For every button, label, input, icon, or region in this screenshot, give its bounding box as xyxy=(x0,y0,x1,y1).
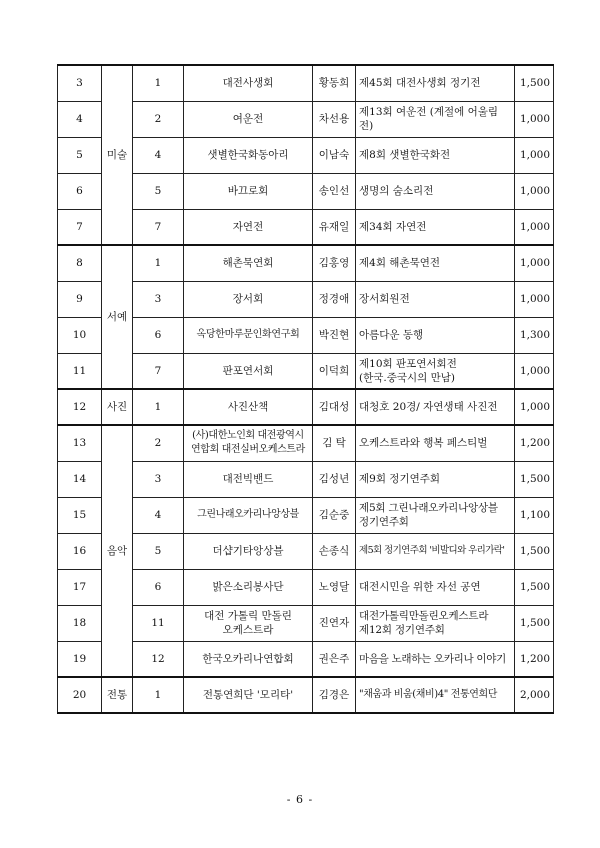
row-seq: 1 xyxy=(133,245,184,281)
org-name: 밝은소리봉사단 xyxy=(184,569,313,605)
representative: 정경애 xyxy=(313,281,356,317)
amount: 1,100 xyxy=(515,497,554,533)
page-number: - 6 - xyxy=(286,793,314,806)
amount: 2,000 xyxy=(515,677,554,713)
row-no: 4 xyxy=(58,101,102,137)
table-row xyxy=(58,137,554,173)
org-name: 대전빅밴드 xyxy=(184,461,313,497)
event-title xyxy=(356,353,515,389)
table-row xyxy=(58,461,554,497)
representative: 김 탁 xyxy=(313,425,356,461)
row-seq: 12 xyxy=(133,641,184,677)
org-name: 샛별한국화동아리 xyxy=(184,137,313,173)
representative: 이남숙 xyxy=(313,137,356,173)
amount: 1,500 xyxy=(515,461,554,497)
row-no: 3 xyxy=(58,65,102,101)
row-no: 20 xyxy=(58,677,102,713)
event-title: "채움과 비움(채비)4" 전통연희단 xyxy=(356,677,515,713)
table-row xyxy=(58,641,554,677)
amount: 1,500 xyxy=(515,569,554,605)
event-title: 생명의 숨소리전 xyxy=(356,173,515,209)
amount: 1,000 xyxy=(515,209,554,245)
amount: 1,000 xyxy=(515,353,554,389)
amount: 1,200 xyxy=(515,641,554,677)
amount: 1,000 xyxy=(515,173,554,209)
org-name: 여운전 xyxy=(184,101,313,137)
org-name: 전통연희단 '모리타' xyxy=(184,677,313,713)
amount: 1,000 xyxy=(515,245,554,281)
event-title: 오케스트라와 행복 페스티벌 xyxy=(356,425,515,461)
representative: 김대성 xyxy=(313,389,356,425)
table-row xyxy=(58,173,554,209)
table-row xyxy=(58,317,554,353)
representative: 박진현 xyxy=(313,317,356,353)
amount: 1,000 xyxy=(515,281,554,317)
row-seq: 7 xyxy=(133,209,184,245)
row-seq: 2 xyxy=(133,101,184,137)
row-no: 18 xyxy=(58,605,102,641)
event-title-line1: 제10회 판포연서회전 xyxy=(359,357,457,370)
row-seq: 3 xyxy=(133,461,184,497)
representative: 권은주 xyxy=(313,641,356,677)
row-seq: 11 xyxy=(133,605,184,641)
event-title: 제45회 대전사생회 정기전 xyxy=(356,65,515,101)
row-seq: 6 xyxy=(133,569,184,605)
row-seq: 4 xyxy=(133,497,184,533)
row-no: 14 xyxy=(58,461,102,497)
row-no: 9 xyxy=(58,281,102,317)
amount: 1,500 xyxy=(515,65,554,101)
table-row xyxy=(58,605,554,641)
event-title: 제5회 정기연주회 '비발디와 우리가락' xyxy=(356,533,515,569)
table-row xyxy=(58,569,554,605)
amount: 1,000 xyxy=(515,137,554,173)
row-seq: 1 xyxy=(133,65,184,101)
row-seq: 5 xyxy=(133,173,184,209)
org-name: 해촌묵연회 xyxy=(184,245,313,281)
event-title: 장서회원전 xyxy=(356,281,515,317)
representative: 유재일 xyxy=(313,209,356,245)
event-title: 제34회 자연전 xyxy=(356,209,515,245)
table-row xyxy=(58,65,554,101)
row-seq: 5 xyxy=(133,533,184,569)
representative: 송인선 xyxy=(313,173,356,209)
row-seq: 1 xyxy=(133,389,184,425)
row-seq: 7 xyxy=(133,353,184,389)
table-row xyxy=(58,209,554,245)
table-row xyxy=(58,497,554,533)
org-name-line1: (사)대한노인회 대전광역시 xyxy=(192,430,304,442)
representative: 손종식 xyxy=(313,533,356,569)
amount: 1,000 xyxy=(515,389,554,425)
row-no: 6 xyxy=(58,173,102,209)
representative: 김순중 xyxy=(313,497,356,533)
category-cell: 미술 xyxy=(102,65,133,245)
category-cell: 음악 xyxy=(102,425,133,677)
category-cell: 전통 xyxy=(102,677,133,713)
event-title: 제4회 해촌묵연전 xyxy=(356,245,515,281)
support-table xyxy=(57,64,554,714)
row-no: 7 xyxy=(58,209,102,245)
representative: 김성년 xyxy=(313,461,356,497)
org-name-line2: 연합회 대전실버오케스트라 xyxy=(191,444,305,456)
representative: 김홍영 xyxy=(313,245,356,281)
org-name: 더샵기타앙상블 xyxy=(184,533,313,569)
org-name xyxy=(184,425,313,461)
event-title: 대청호 20경/ 자연생태 사진전 xyxy=(356,389,515,425)
row-no: 16 xyxy=(58,533,102,569)
row-no: 12 xyxy=(58,389,102,425)
amount: 1,200 xyxy=(515,425,554,461)
event-title-line2: (한국.중국시의 만남) xyxy=(359,371,456,384)
amount: 1,500 xyxy=(515,605,554,641)
representative: 노영달 xyxy=(313,569,356,605)
table-row xyxy=(58,533,554,569)
table-row xyxy=(58,101,554,137)
row-no: 17 xyxy=(58,569,102,605)
org-name: 판포연서회 xyxy=(184,353,313,389)
org-name-line2: 오케스트라 xyxy=(222,624,274,636)
row-no: 15 xyxy=(58,497,102,533)
event-title: 제8회 샛별한국화전 xyxy=(356,137,515,173)
row-no: 5 xyxy=(58,137,102,173)
row-no: 8 xyxy=(58,245,102,281)
representative: 김경은 xyxy=(313,677,356,713)
amount: 1,500 xyxy=(515,533,554,569)
org-name: 장서회 xyxy=(184,281,313,317)
representative: 진연자 xyxy=(313,605,356,641)
row-no: 10 xyxy=(58,317,102,353)
event-title: 제13회 여운전 (계절에 어울림전) xyxy=(356,101,515,137)
representative: 황동희 xyxy=(313,65,356,101)
org-name: 바끄로회 xyxy=(184,173,313,209)
org-name xyxy=(184,605,313,641)
category-cell: 서예 xyxy=(102,245,133,389)
representative: 차선용 xyxy=(313,101,356,137)
row-no: 11 xyxy=(58,353,102,389)
org-name: 자연전 xyxy=(184,209,313,245)
row-no: 19 xyxy=(58,641,102,677)
event-title xyxy=(356,497,515,533)
event-title: 마음을 노래하는 오카리나 이야기 xyxy=(356,641,515,677)
table-row xyxy=(58,281,554,317)
table-row xyxy=(58,353,554,389)
org-name: 대전사생회 xyxy=(184,65,313,101)
event-title: 제9회 정기연주회 xyxy=(356,461,515,497)
event-title: 아름다운 동행 xyxy=(356,317,515,353)
event-title: 대전시민을 위한 자선 공연 xyxy=(356,569,515,605)
row-seq: 6 xyxy=(133,317,184,353)
event-title xyxy=(356,605,515,641)
table-row xyxy=(58,389,554,425)
row-seq: 4 xyxy=(133,137,184,173)
row-seq: 1 xyxy=(133,677,184,713)
event-title-line1: 제5회 그린나래오카리나앙상블 xyxy=(359,502,498,514)
org-name: 사진산책 xyxy=(184,389,313,425)
event-title-line2: 정기연주회 xyxy=(359,516,409,528)
event-title-line1: 대전가톨릭만돌린오케스트라 xyxy=(359,610,489,622)
category-cell: 사진 xyxy=(102,389,133,425)
amount: 1,300 xyxy=(515,317,554,353)
table-row xyxy=(58,677,554,713)
org-name: 한국오카리나연합회 xyxy=(184,641,313,677)
org-name: 그린나래오카리나앙상블 xyxy=(184,497,313,533)
event-title-line2: 제12회 정기연주회 xyxy=(359,624,445,636)
org-name: 옥당한마루문인화연구회 xyxy=(184,317,313,353)
row-seq: 3 xyxy=(133,281,184,317)
row-no: 13 xyxy=(58,425,102,461)
table-row xyxy=(58,425,554,461)
representative: 이덕희 xyxy=(313,353,356,389)
row-seq: 2 xyxy=(133,425,184,461)
amount: 1,000 xyxy=(515,101,554,137)
org-name-line1: 대전 가톨릭 만돌린 xyxy=(204,610,292,622)
table-row xyxy=(58,245,554,281)
